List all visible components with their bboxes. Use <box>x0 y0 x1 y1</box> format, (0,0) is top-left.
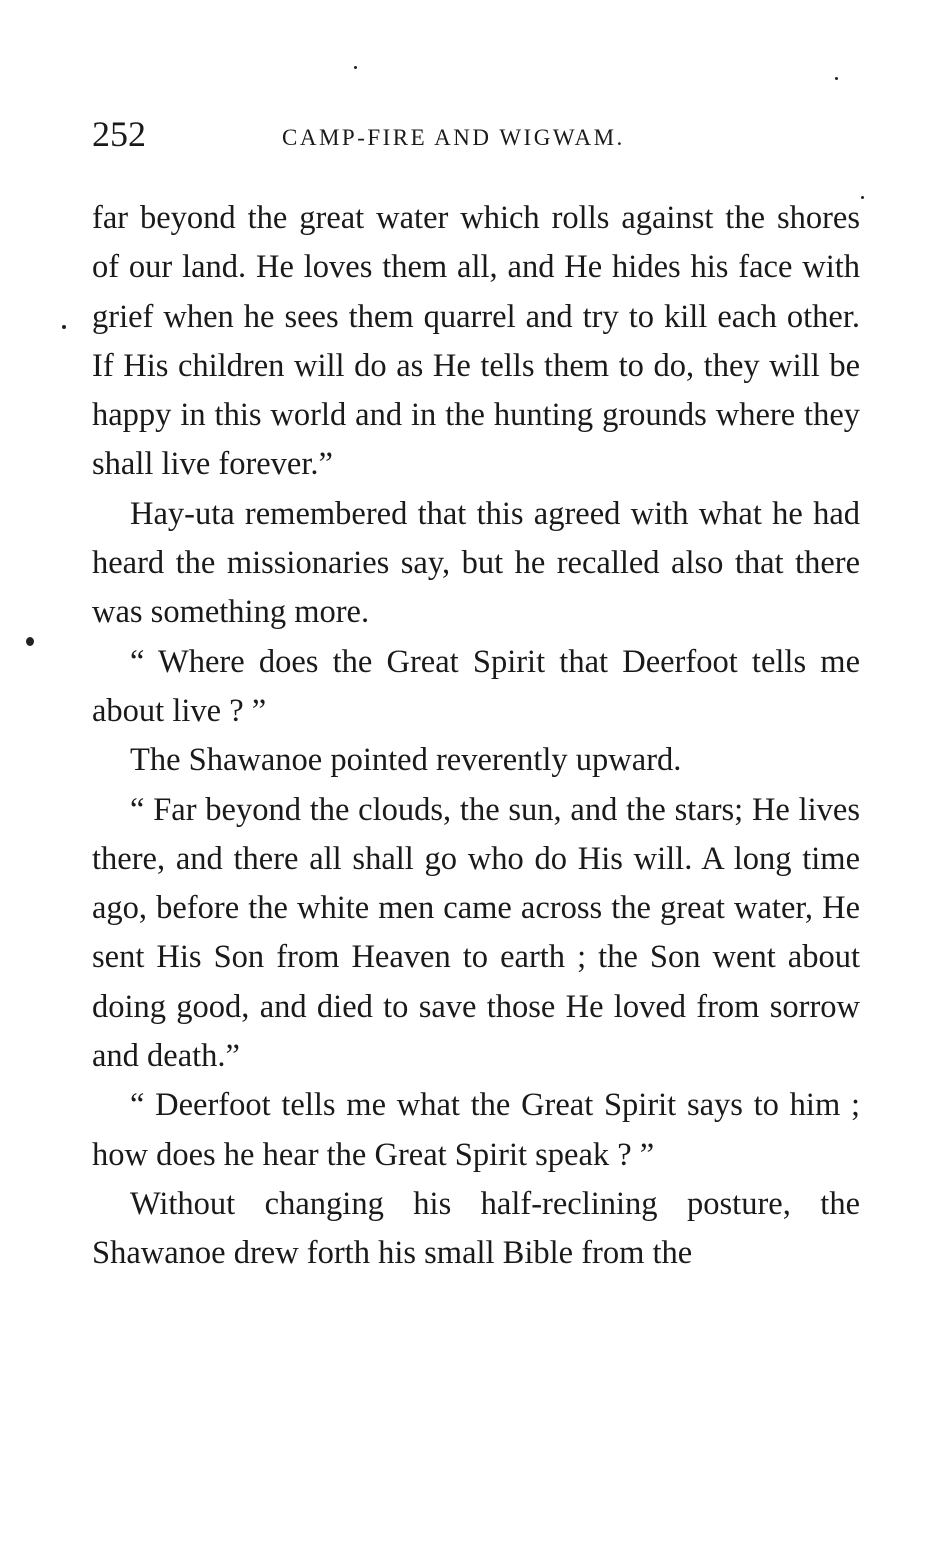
paragraph: Without changing his half-reclining posture, the Shawanoe drew forth his small Bible from the <box>92 1185 860 1272</box>
paragraph: “ Where does the Great Spirit that Deerfoot tells me about live ? ” <box>92 643 860 729</box>
ink-speck <box>354 66 357 69</box>
running-head <box>92 112 872 162</box>
page-number: 252 <box>92 114 146 154</box>
paragraph: Hay-uta remembered that this agreed with what he had heard the missionaries say, but he recalled also that there was something more. <box>92 495 860 631</box>
body-text <box>92 194 860 1279</box>
paragraph: “ Far beyond the clouds, the sun, and the stars; He lives there, and there all shall go who do His will. A long time ago, before the white men came across the great water, He sent His Son from Heaven to earth ; the Son went about doing good, and died to save those He loved from sorrow and death.” <box>92 791 860 1075</box>
running-title: CAMP-FIRE AND WIGWAM. <box>282 125 625 150</box>
paragraph: “ Deerfoot tells me what the Great Spirit says to him ; how does he hear the Great Spirit speak ? ” <box>92 1087 860 1173</box>
paragraph: far beyond the great water which rolls against the shores of our land. He loves them all, and He hides his face with grief when he sees them quarrel and try to kill each other. If His children will do as He tells them to do, they will be happy in this world and in the hunting grounds where they shall live forever.” <box>92 200 860 483</box>
ink-speck <box>62 325 66 329</box>
ink-speck <box>861 196 864 199</box>
paragraph: The Shawanoe pointed reverently upward. <box>130 742 682 779</box>
ink-speck <box>835 77 838 80</box>
ink-speck <box>26 637 34 646</box>
